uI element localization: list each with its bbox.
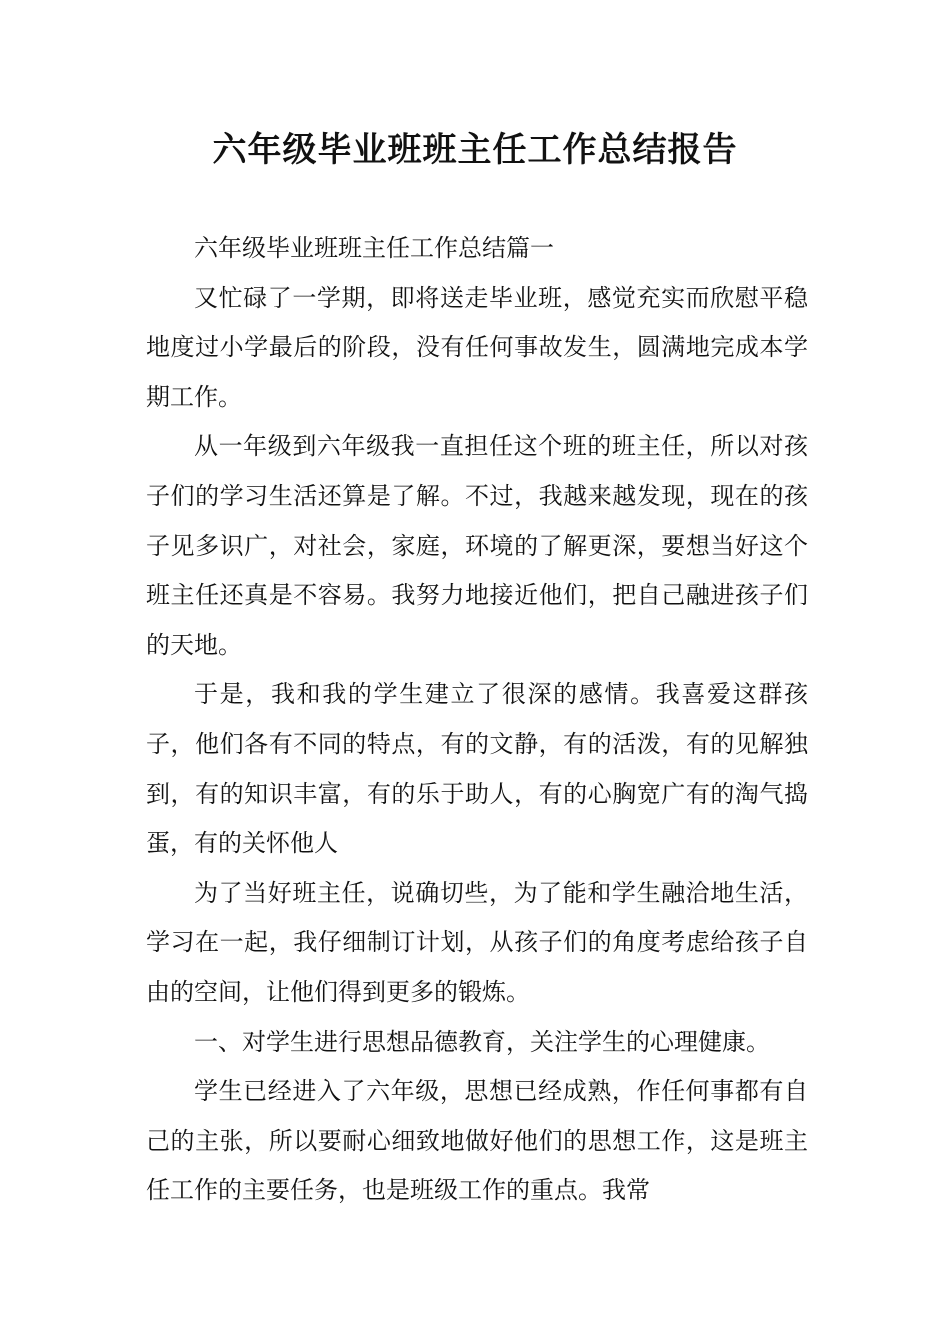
paragraph: 又忙碌了一学期，即将送走毕业班，感觉充实而欣慰平稳地度过小学最后的阶段，没有任何事故发生，圆满地完成本学期工作。 xyxy=(146,283,808,411)
paragraph: 于是，我和我的学生建立了很深的感情。我喜爱这群孩子，他们各有不同的特点，有的文静，有的活泼，有的见解独到，有的知识丰富，有的乐于助人，有的心胸宽广有的淘气捣蛋，有的关怀他人 xyxy=(146,680,808,858)
document-body xyxy=(146,224,808,1216)
paragraph: 学生已经进入了六年级，思想已经成熟，作任何事都有自己的主张，所以要耐心细致地做好他们的思想工作，这是班主任工作的主要任务，也是班级工作的重点。我常 xyxy=(146,1077,808,1205)
section-heading: 六年级毕业班班主任工作总结篇一 xyxy=(194,234,554,262)
section-subheading: 一、对学生进行思想品德教育，关注学生的心理健康。 xyxy=(194,1027,770,1056)
document-title: 六年级毕业班班主任工作总结报告 xyxy=(212,130,738,170)
paragraph: 为了当好班主任，说确切些，为了能和学生融洽地生活，学习在一起，我仔细制订计划，从孩子们的角度考虑给孩子自由的空间，让他们得到更多的锻炼。 xyxy=(146,878,808,1006)
paragraph: 从一年级到六年级我一直担任这个班的班主任，所以对孩子们的学习生活还算是了解。不过，我越来越发现，现在的孩子见多识广，对社会，家庭，环境的了解更深，要想当好这个班主任还真是不容易。我努力地接近他们，把自己融进孩子们的天地。 xyxy=(146,432,808,659)
